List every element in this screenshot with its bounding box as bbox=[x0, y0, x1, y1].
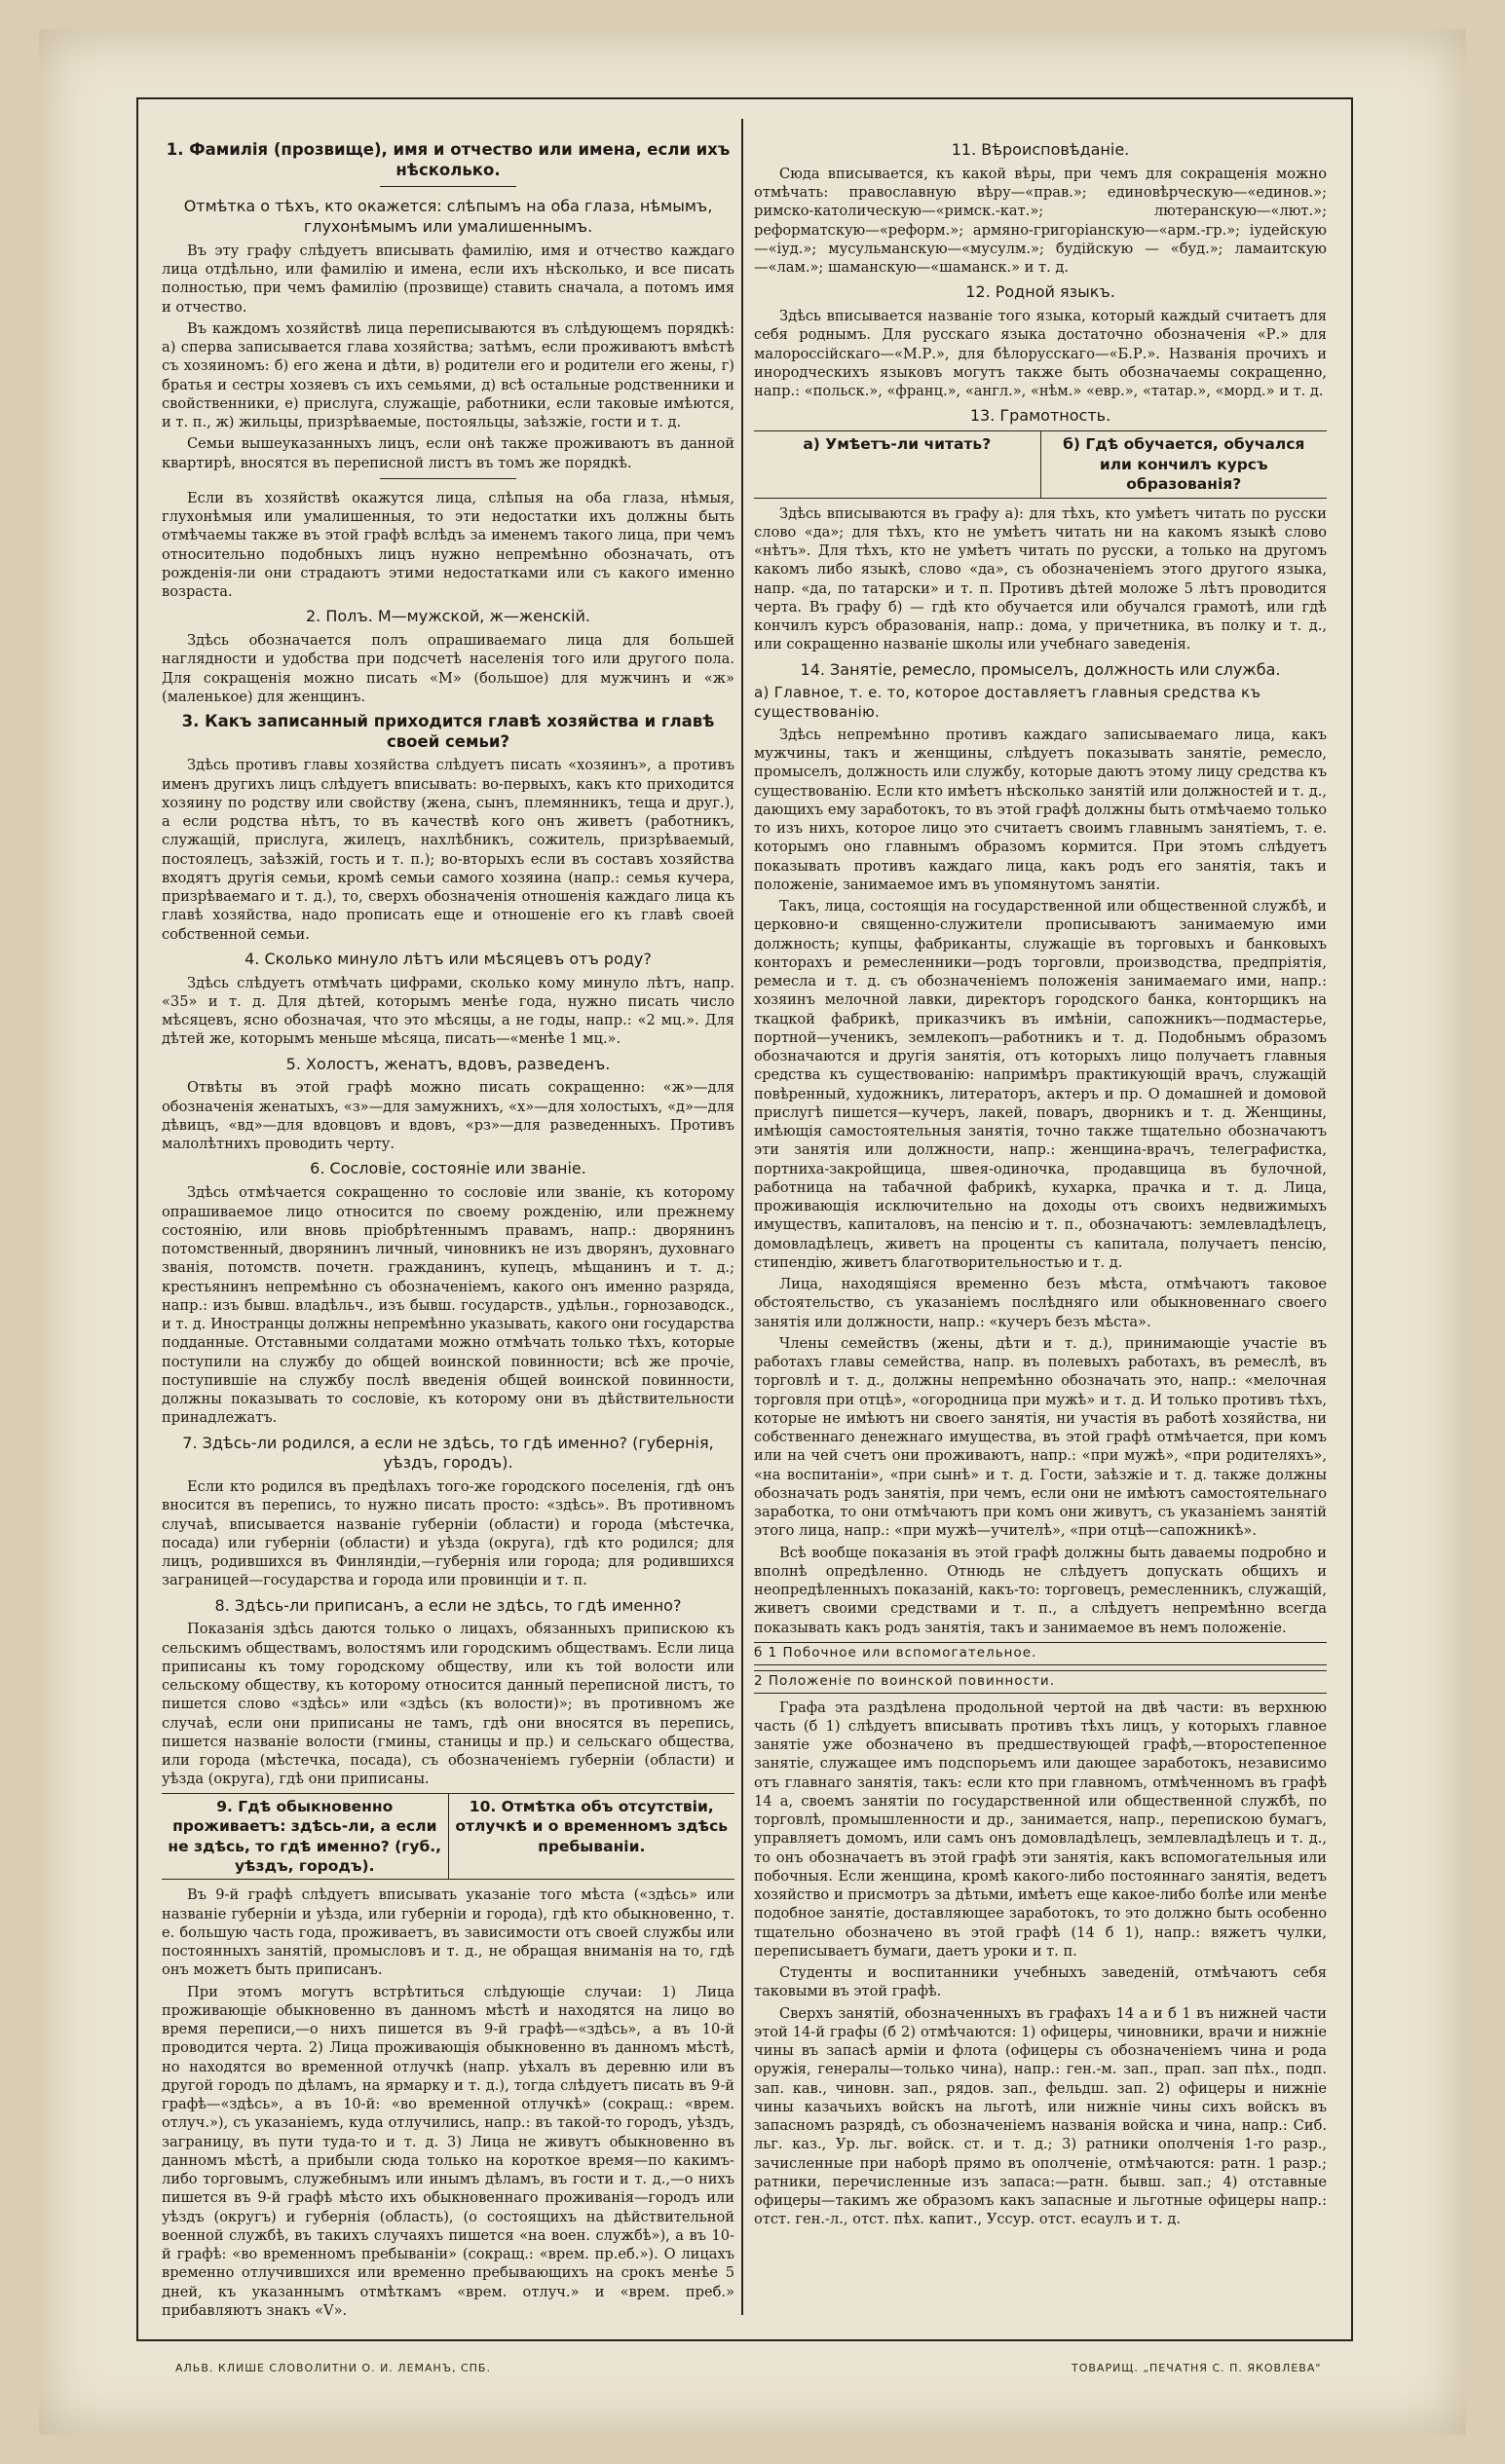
paragraph: Сюда вписывается, къ какой вѣры, при чемъ для сокращенія можно отмѣчать: православную вѣру—«прав.»; единовѣрческую—«единов.»; римско-католическую—«римск.-кат.»; лютеранскую—«лют.»; реформатскую—«реформ.»; армяно-григоріанскую—«арм.-гр.»; іудейскую—«іуд.»; мусульманскую—«мусулм.»; будійскую — «буд.»; ламаитскую—«лам.»; шаманскую—«шаманск.» и т. д. bbox=[754, 165, 1327, 277]
printer-imprint-right: ТОВАРИЩ. „ПЕЧАТНЯ С. П. ЯКОВЛЕВА" bbox=[1072, 2362, 1322, 2374]
section-1-note-title: Отмѣтка о тѣхъ, кто окажется: слѣпымъ на оба глаза, нѣмымъ, глухонѣмымъ или умалишеннымъ. bbox=[183, 197, 713, 237]
printer-imprint-left: АЛЬВ. КЛИШЕ СЛОВОЛИТНИ О. И. ЛЕМАНЪ, СПБ. bbox=[175, 2362, 491, 2374]
section-2-title: 2. Полъ. М—мужской, ж—женскій. bbox=[306, 607, 590, 626]
paragraph: Семьи вышеуказанныхъ лицъ, если онѣ также проживаютъ въ данной квартирѣ, вносятся въ переписной листъ въ томъ же порядкѣ. bbox=[162, 435, 734, 471]
section-8-title: 8. Здѣсь-ли приписанъ, а если не здѣсь, то гдѣ именно? bbox=[214, 1595, 682, 1615]
paragraph: Если кто родился въ предѣлахъ того-же городского поселенія, гдѣ онъ вносится въ перепись, то нужно писать просто: «здѣсь». Въ противномъ случаѣ, вписывается названіе губерніи (области) и города (мѣстечка, посада) или губерніи (области) и уѣзда (округа), гдѣ кто родился; для лицъ, родившихся въ Финляндіи,—губернія или города; для родившихся заграницей—государства и города или провинціи и т. п. bbox=[162, 1478, 734, 1589]
paragraph: Студенты и воспитанники учебныхъ заведеній, отмѣчаютъ себя таковыми въ этой графѣ. bbox=[754, 1964, 1327, 2000]
section-10-title: 10. Отмѣтка объ отсутствіи, отлучкѣ и о временномъ здѣсь пребываніи. bbox=[448, 1794, 735, 1880]
paragraph: Здѣсь слѣдуетъ отмѣчать цифрами, сколько кому минуло лѣтъ, напр. «35» и т. д. Для дѣтей, которымъ менѣе года, нужно писать число мѣсяцевъ, ясно обозначая, что это мѣсяцы, а не годы, напр.: «2 мц.». Для дѣтей же, которымъ меньше мѣсяца, писать—«менѣе 1 мц.». bbox=[162, 974, 734, 1048]
right-column bbox=[754, 134, 1327, 2232]
section-14b2-title: 2 Положеніе по воинской повинности. bbox=[754, 1670, 1327, 1694]
page-frame bbox=[136, 97, 1353, 2341]
section-13b-title: б) Гдѣ обучается, обучался или кончилъ курсъ образованія? bbox=[1040, 431, 1328, 497]
paragraph: Здѣсь обозначается полъ опрашиваемаго лица для большей наглядности и удобства при подсчетѣ населенія того или другого пола. Для сокращенія можно писать «М» (большое) для мужчинъ и «ж» (маленькое) для женщинъ. bbox=[162, 632, 734, 705]
paragraph: Если въ хозяйствѣ окажутся лица, слѣпыя на оба глаза, нѣмыя, глухонѣмыя или умалишенныя, то эти недостатки ихъ должны быть отмѣчаемы также въ этой графѣ вслѣдъ за именемъ такого лица, при чемъ относительно подобныхъ лицъ нужно непремѣнно обозначать, отъ рожденія-ли они страдаютъ этими недостатками или съ какого именно возраста. bbox=[162, 489, 734, 601]
section-7-title: 7. Здѣсь-ли родился, а если не здѣсь, то гдѣ именно? (губернія, уѣздъ, городъ). bbox=[182, 1433, 714, 1473]
paragraph: При этомъ могутъ встрѣтиться слѣдующіе случаи: 1) Лица проживающіе обыкновенно въ данномъ мѣстѣ и находятся на лицо во время переписи,—о нихъ пишется въ 9-й графѣ—«здѣсь», а въ 10-й проводится черта. 2) Лица проживающія обыкновенно въ данномъ мѣстѣ, но находятся во временной отлучкѣ (напр. уѣхалъ въ деревню или въ другой городъ по дѣламъ, на ярмарку и т. д.), тогда слѣдуетъ писать въ 9-й графѣ—«здѣсь», а въ 10-й: «во временной отлучкѣ» (сокращ.: «врем. отлуч.»), съ указаніемъ, куда отлучились, напр.: въ такой-то городъ, уѣздъ, заграницу, въ пути туда-то и т. д. 3) Лица не живутъ обыкновенно въ данномъ мѣстѣ, а прибыли сюда только на короткое время—по какимъ-либо торговымъ, служебнымъ или инымъ дѣламъ, въ гости и т. д.,—о нихъ пишется въ 9-й графѣ мѣсто ихъ обыкновеннаго проживанія—городъ или уѣздъ (округъ) и губернія (область), (о состоящихъ на дѣйствительной военной службѣ, въ такихъ случаяхъ пишется «на воен. службѣ»), а въ 10-й графѣ: «во временномъ пребываніи» (сокращ.: «врем. пр.еб.»). О лицахъ временно отлучившихся или временно пребывающихъ на срокъ менѣе 5 дней, къ указаннымъ отмѣткамъ «врем. отлуч.» и «врем. преб.» прибавляютъ знакъ «V». bbox=[162, 1983, 734, 2319]
paragraph: Здѣсь вписываются въ графу а): для тѣхъ, кто умѣетъ читать по русски слово «да»; для тѣхъ, кто не умѣетъ читать ни на какомъ языкѣ слово «нѣтъ». Для тѣхъ, кто не умѣетъ читать по русски, а только на другомъ какомъ либо языкѣ, слово «да», съ обозначеніемъ этого другого языка, напр. «да, по татарски» и т. п. Противъ дѣтей моложе 5 лѣтъ проводится черта. Въ графу б) — гдѣ кто обучается или обучался грамотѣ, или гдѣ кончилъ курсъ образованія, напр.: дома, у причетника, въ полку и т. д., или сокращенно названіе школы или учебнаго заведенія. bbox=[754, 504, 1327, 653]
section-13-subheaders bbox=[754, 430, 1327, 498]
paragraph: Здѣсь вписывается названіе того языка, который каждый считаетъ для себя роднымъ. Для русскаго языка достаточно обозначенія «Р.» для малороссійскаго—«М.Р.», для бѣлорусскаго—«Б.Р.». Названія прочихъ и инородческихъ языковъ могутъ также быть обозначаемы сокращенно, напр.: «польск.», «франц.», «англ.», «нѣм.» «евр.», «татар.», «морд.» и т. д. bbox=[754, 308, 1327, 400]
section-11-title: 11. Вѣроисповѣданіе. bbox=[951, 140, 1130, 159]
paragraph: Здѣсь непремѣнно противъ каждаго записываемаго лица, какъ мужчины, такъ и женщины, слѣдуетъ показывать занятіе, ремесло, промыселъ, должность или службу, которые даютъ этому лицу средства къ существованію. Если кто имѣетъ нѣсколько занятій или должностей и т. д., дающихъ ему заработокъ, то въ этой графѣ должны быть отмѣчаемо только то изъ нихъ, которое лицо это считаетъ своимъ главнымъ занятіемъ, т. е. которымъ оно главнымъ образомъ кормится. При этомъ слѣдуетъ показывать противъ каждаго лица, какъ родъ его занятія, такъ и положеніе, занимаемое имъ въ упомянутомъ занятіи. bbox=[754, 726, 1327, 893]
paragraph: Лица, находящіяся временно безъ мѣста, отмѣчаютъ таковое обстоятельство, съ указаніемъ послѣдняго или обыкновеннаго своего занятія или должности, напр.: «кучеръ безъ мѣста». bbox=[754, 1276, 1327, 1330]
paragraph: Въ 9-й графѣ слѣдуетъ вписывать указаніе того мѣста («здѣсь» или названіе губерніи и уѣзда, или губерніи и города), гдѣ кто обыкновенно, т. е. большую часть года, проживаетъ, въ зависимости отъ своей службы или постоянныхъ занятій, промысловъ и т. д., не обращая вниманія на то, гдѣ онъ можетъ быть приписанъ. bbox=[162, 1886, 734, 1979]
section-rule bbox=[380, 478, 516, 479]
paragraph: Графа эта раздѣлена продольной чертой на двѣ части: въ верхнюю часть (б 1) слѣдуетъ вписывать противъ тѣхъ лицъ, у которыхъ главное занятіе уже обозначено въ предшествующей графѣ,—второстепенное занятіе, служащее имъ подспорьемъ или дающее заработокъ, независимо отъ главнаго занятія, такъ: если кто при главномъ, отмѣченномъ въ графѣ 14 а, своемъ занятіи по государственной или общественной службѣ, по торговлѣ, промышленности и др., занимается, напр., перепискою бумагъ, управляетъ домомъ, или самъ онъ домовладѣлецъ, землевладѣлецъ и т. д., то онъ обозначаетъ въ этой графѣ эти занятія, какъ вспомогательныя или побочныя. Если женщина, кромѣ какого-либо постояннаго занятія, ведетъ хозяйство и присмотръ за дѣтьми, имѣетъ еще какое-либо болѣе или менѣе подобное занятіе, доставляющее заработокъ, то это должно быть особенно тщательно обозначено въ этой графѣ (14 б 1), напр.: вяжетъ чулки, переписываетъ бумаги, даетъ уроки и т. п. bbox=[754, 1699, 1327, 1960]
section-9-title: 9. Гдѣ обыкновенно проживаетъ: здѣсь-ли, а если не здѣсь, то гдѣ именно? (губ., уѣздъ, городъ). bbox=[168, 1797, 442, 1876]
section-rule bbox=[380, 186, 516, 187]
sections-9-10-header bbox=[162, 1793, 734, 1881]
paragraph: Члены семействъ (жены, дѣти и т. д.), принимающіе участіе въ работахъ главы семейства, напр. въ полевыхъ работахъ, въ ремеслѣ, въ торговлѣ и т. д., должны непремѣнно обозначать это, напр.: «мелочная торговля при отцѣ», «огородница при мужѣ» и т. д. И только противъ тѣхъ, которые не имѣютъ ни своего занятія, ни участія въ работѣ хозяйства, ни собственнаго денежнаго имущества, въ этой графѣ отмѣчается, при комъ или на чей счетъ они проживаютъ, напр.: «при мужѣ», «при родителяхъ», «на воспитаніи», «при сынѣ» и т. д. Гости, заѣзжіе и т. д. также должны обозначать родъ занятія, при чемъ, если они не имѣютъ самостоятельнаго заработка, то они отмѣчаютъ при комъ они живутъ, съ указаніемъ занятій этого лица, напр.: «при мужѣ—учителѣ», «при отцѣ—сапожникѣ». bbox=[754, 1334, 1327, 1540]
section-4-title: 4. Сколько минуло лѣтъ или мѣсяцевъ отъ роду? bbox=[245, 949, 652, 968]
section-13-title: 13. Грамотность. bbox=[969, 406, 1111, 426]
section-1-title: 1. Фамилія (прозвище), имя и отчество или имена, если ихъ нѣсколько. bbox=[166, 140, 731, 179]
paragraph: Въ каждомъ хозяйствѣ лица переписываются въ слѣдующемъ порядкѣ: а) сперва записывается глава хозяйства; затѣмъ, если проживаютъ вмѣстѣ съ хозяиномъ: б) его жена и дѣти, в) родители его и родители его жены, г) братья и сестры хозяевъ съ ихъ семьями, д) всѣ остальные родственники и свойственники, е) прислуга, служащіе, работники, если таковые имѣются, и т. п., ж) жильцы, призрѣваемые, постояльцы, заѣзжіе, гости и т. д. bbox=[162, 319, 734, 431]
section-5-title: 5. Холостъ, женатъ, вдовъ, разведенъ. bbox=[285, 1054, 611, 1073]
paragraph: Въ эту графу слѣдуетъ вписывать фамилію, имя и отчество каждаго лица отдѣльно, или фамилію и имена, если ихъ нѣсколько, и все писать полностью, при чемъ фамилію (прозвище) ставить сначала, а потомъ имя и отчество. bbox=[162, 242, 734, 316]
left-column bbox=[162, 134, 734, 2323]
paragraph: Отвѣты въ этой графѣ можно писать сокращенно: «ж»—для обозначенія женатыхъ, «з»—для замужнихъ, «х»—для холостыхъ, «д»—для дѣвицъ, «вд»—для вдовцовъ и вдовъ, «рз»—для разведенныхъ. Противъ малолѣтнихъ проводить черту. bbox=[162, 1079, 734, 1153]
section-6-title: 6. Сословіе, состояніе или званіе. bbox=[310, 1159, 586, 1178]
section-13a-title: а) Умѣетъ-ли читать? bbox=[803, 435, 992, 454]
paragraph: Сверхъ занятій, обозначенныхъ въ графахъ 14 а и б 1 въ нижней части этой 14-й графы (б 2) отмѣчаются: 1) офицеры, чиновники, врачи и нижніе чины въ запасѣ арміи и флота (офицеры съ обозначеніемъ чина и рода оружія, генералы—только чина), напр.: ген.-м. зап., прап. зап пѣх., подп. зап. кав., чиновн. зап., рядов. зап., фельдш. зап. 2) офицеры и нижніе чины казачьихъ войскъ на льготѣ, или нижніе чины сихъ войскъ въ запасномъ разрядѣ, съ обозначеніемъ названія войска и чина, напр.: Сиб. льг. каз., Ур. льг. войск. ст. и т. д.; 3) ратники ополченія 1-го разр., зачисленные при наборѣ прямо въ ополченіе, отмѣчаются: ратн. 1 разр.; ратники, перечисленные изъ запаса:—ратн. бывш. зап.; 4) отставные офицеры—такимъ же образомъ какъ запасные и льготные офицеры напр.: отст. ген.-л., отст. пѣх. капит., Уссур. отст. есаулъ и т. д. bbox=[754, 2004, 1327, 2228]
section-14b1-title: б 1 Побочное или вспомогательное. bbox=[754, 1642, 1327, 1665]
section-12-title: 12. Родной языкъ. bbox=[965, 282, 1115, 302]
paper-sheet bbox=[39, 29, 1466, 2435]
paragraph: Такъ, лица, состоящія на государственной или общественной службѣ, и церковно-и священно-служители прописываютъ занимаемую ими должность; купцы, фабриканты, служащіе въ торговыхъ и банковыхъ конторахъ и ремесленники—родъ торговли, производства, предпріятія, ремесла и т. д. съ обозначеніемъ положенія занимаемаго ими, напр.: хозяинъ мелочной лавки, директоръ городского банка, конторщикъ на ткацкой фабрикѣ, приказчикъ въ имѣніи, сапожникъ—подмастерье, портной—ученикъ, землекопъ—работникъ и т. д. Подобнымъ образомъ обозначаются и другія занятія, отъ которыхъ лицо получаетъ главныя средства къ существованію: напримѣръ практикующій врачъ, служащій повѣренный, художникъ, литераторъ, актеръ и пр. О домашней и домовой прислугѣ пишется—кучеръ, лакей, поваръ, дворникъ и т. д. Женщины, имѣющія самостоятельныя занятія, точно также тщательно обозначаютъ эти занятія или должности, напр.: женщина-врачъ, телеграфистка, портниха-закройщица, швея-одиночка, продавщица въ булочной, работница на табачной фабрикѣ, кухарка, прачка и т. д. Лица, проживающія исключительно на доходы отъ своихъ недвижимыхъ имуществъ, капиталовъ, на пенсію и т. п., обозначаютъ: землевладѣлецъ, домовладѣлецъ, живетъ на проценты съ капитала, получаетъ пенсію, стипендію, живетъ благотворительностью и т. д. bbox=[754, 898, 1327, 1271]
paragraph: Здѣсь противъ главы хозяйства слѣдуетъ писать «хозяинъ», а противъ именъ другихъ лицъ слѣдуетъ вписывать: во-первыхъ, какъ кто приходится хозяину по родству или свойству (жена, сынъ, племянникъ, теща и друг.), а если родства нѣтъ, то въ качествѣ кого онъ живетъ (работникъ, служащій, прислуга, жилецъ, нахлѣбникъ, сожитель, призрѣваемый, постоялецъ, заѣзжій, гость и т. п.); во-вторыхъ если въ составъ хозяйства входятъ другія семьи, кромѣ семьи самого хозяина (напр.: семья кучера, призрѣваемаго и т. д.), то, сверхъ обозначенія отношенія каждаго лица къ главѣ хозяйства, надо прописать еще и отношеніе его къ главѣ своей собственной семьи. bbox=[162, 757, 734, 943]
paragraph: Здѣсь отмѣчается сокращенно то сословіе или званіе, къ которому опрашиваемое лицо относится по своему рожденію, или прежнему состоянію, или вновь пріобрѣтеннымъ правамъ, напр.: дворянинъ потомственный, дворянинъ личный, чиновникъ не изъ дворянъ, духовнаго званія, потомств. почетн. гражданинъ, купецъ, мѣщанинъ и т. д.; крестьянинъ непремѣнно съ обозначеніемъ, какого онъ именно разряда, напр.: изъ бывш. владѣльч., изъ бывш. государств., удѣльн., горнозаводск., и т. д. Иностранцы должны непремѣнно указывать, какого они государства подданные. Отставными солдатами можно отмѣчать только тѣхъ, которые поступили на службу до общей воинской повинности; всѣ же прочіе, поступившіе на службу послѣ введенія общей воинской повинности, должны показывать то сословіе, къ которому они въ дѣйствительности принадлежатъ. bbox=[162, 1184, 734, 1427]
paragraph: Показанія здѣсь даются только о лицахъ, обязанныхъ припискою къ сельскимъ обществамъ, волостямъ или городскимъ обществамъ. Если лица приписаны къ тому городскому обществу, или къ той волости или сельскому обществу, къ которому относится данный переписной листъ, то пишется слово «здѣсь» или «здѣсь (къ волости)»; въ противномъ же случаѣ, если они приписаны не тамъ, гдѣ они вносятся въ перепись, пишется названіе волости (гмины, станицы и пр.) и сельскаго общества, или города (мѣстечка, посада), съ обозначеніемъ губерніи (области) и уѣзда (округа), гдѣ они приписаны. bbox=[162, 1621, 734, 1788]
section-14a-title: а) Главное, т. е. то, которое доставляетъ главныя средства къ существованію. bbox=[754, 684, 1261, 722]
section-3-title: 3. Какъ записанный приходится главѣ хозяйства и главѣ своей семьи? bbox=[181, 712, 715, 751]
section-14-title: 14. Занятіе, ремесло, промыселъ, должность или служба. bbox=[800, 659, 1281, 679]
column-divider bbox=[741, 119, 743, 2315]
paragraph: Всѣ вообще показанія въ этой графѣ должны быть даваемы подробно и вполнѣ опредѣленно. Отнюдь не слѣдуетъ допускать общихъ и неопредѣленныхъ показаній, какъ-то: торговецъ, ремесленникъ, служащій, живетъ своими средствами и т. п., а слѣдуетъ непремѣнно всегда показывать какъ родъ занятія, такъ и занимаемое въ немъ положеніе. bbox=[754, 1544, 1327, 1636]
